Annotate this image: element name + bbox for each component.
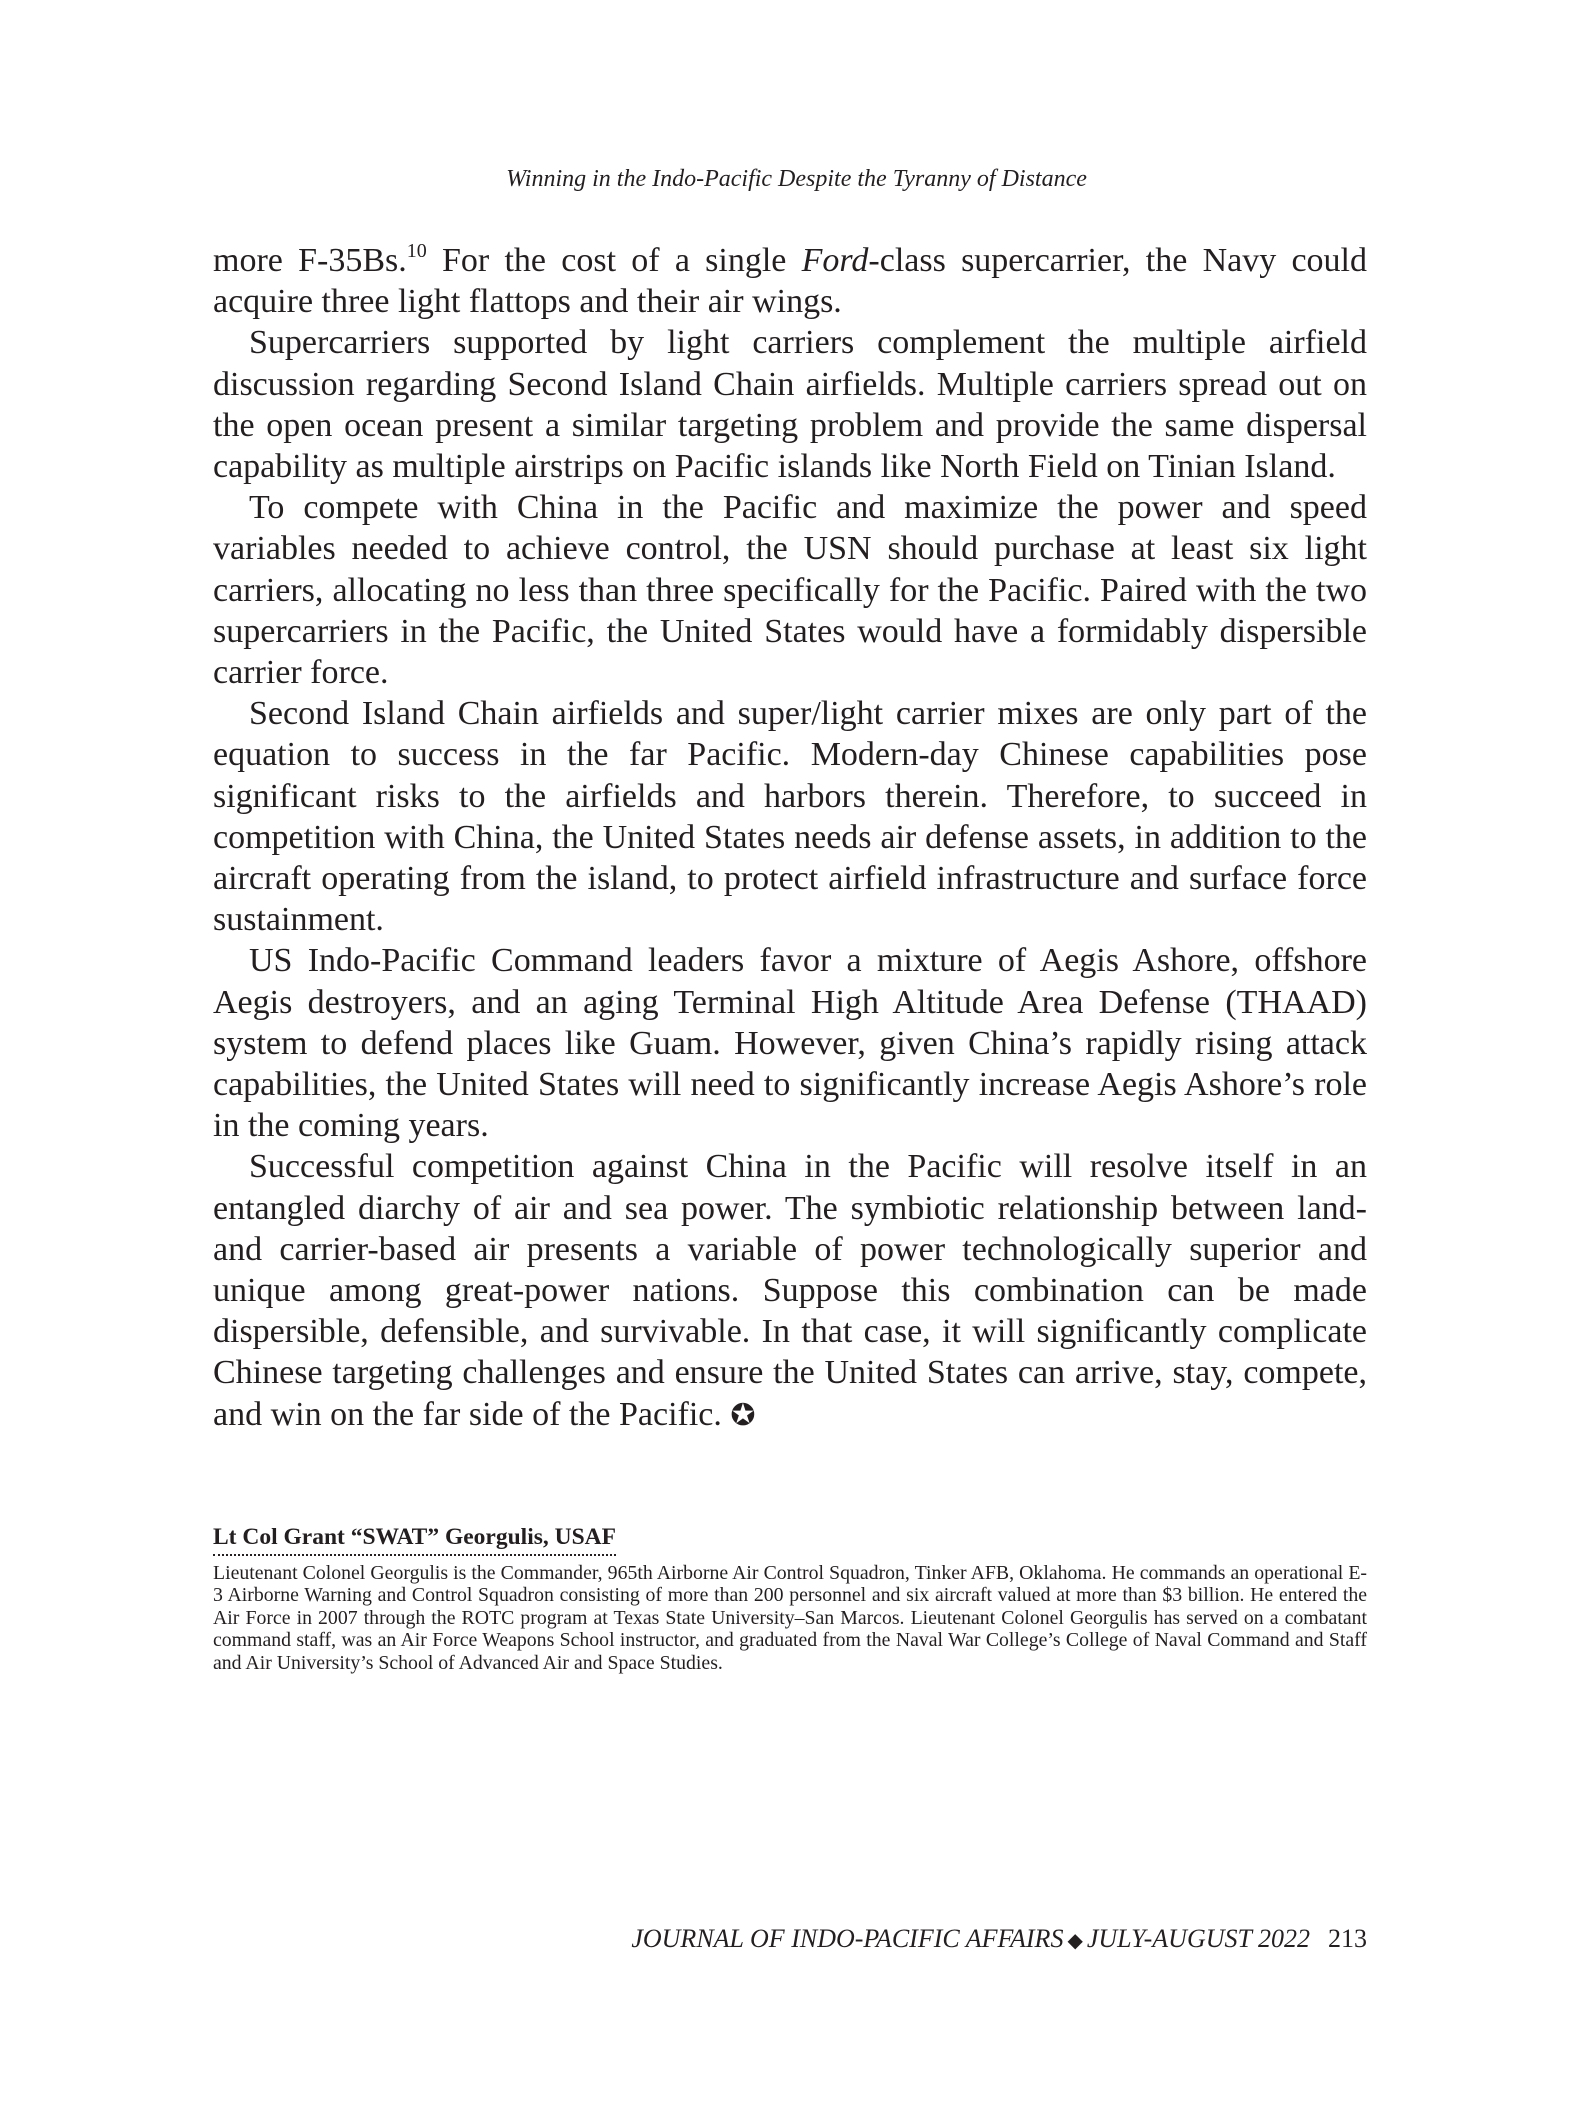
ship-class-name: Ford [801,242,869,279]
journal-title: JOURNAL OF INDO-PACIFIC AFFAIRS [631,1924,1064,1953]
paragraph-aegis-ashore: US Indo-Pacific Command leaders favor a mixture of Aegis Ashore, offshore Aegis destroyers, and an aging Terminal High Altitude Area Defense (THAAD) system to defend places like Guam. However, given China’s rapidly rising attack capabilities, the United States will need to significantly increase Aegis Ashore’s role in the coming years. [213,942,1367,1145]
end-mark-icon: ✪ [730,1398,756,1432]
author-bio-text: Lieutenant Colonel Georgulis is the Commander, 965th Airborne Air Control Squadron, Tinker AFB, Oklahoma. He commands an operational E-3 Airborne Warning and Control Squadron consisting of more than 200 personnel and six aircraft valued at more than $3 billion. He entered the Air Force in 2007 through the ROTC program at Texas State University–San Marcos. Lieutenant Colonel Georgulis has served on a combatant command staff, was an Air Force Weapons School instructor, and graduated from the Naval War College’s College of Naval Command and Staff and Air University’s School of Advanced Air and Space Studies. [213,1562,1367,1674]
paragraph-conclusion [213,1146,1367,1435]
paragraph-air-defense: Second Island Chain airfields and super/light carrier mixes are only part of the equation to success in the far Pacific. Modern-day Chinese capabilities pose significant risks to the airfields and harbors therein. Therefore, to succeed in competition with China, the United States needs air defense assets, in addition to the aircraft operating from the island, to protect airfield infrastructure and surface force sustainment. [213,695,1367,939]
paragraph-text: For the cost of a single [426,242,802,279]
running-head: Winning in the Indo-Pacific Despite the Tyranny of Distance [506,166,1087,192]
footnote-reference[interactable]: 10 [406,240,427,262]
author-bio [213,1522,1367,1674]
paragraph-carrier-purchase: To compete with China in the Pacific and maximize the power and speed variables needed to achieve control, the USN should purchase at least six light carriers, allocating no less than three specifically for the Pacific. Paired with the two supercarriers in the Pacific, the United States would have a formidably dispersible carrier force. [213,489,1367,692]
page-footer [631,1923,1367,1957]
paragraph-text: -class supercarrier, the Navy could acquire three light flattops and their air wings. [213,242,1367,321]
article-body [213,240,1367,1436]
author-name: Lt Col Grant “SWAT” Georgulis, USAF [213,1522,616,1556]
paragraph-text: Successful competition against China in the Pacific will resolve itself in an entangled diarchy of air and sea power. The symbiotic relationship between land- and carrier-based air presents a variable of power technologically superior and unique among great-power nations. Suppose this combination can be made dispersible, defensible, and survivable. In that case, it will significantly complicate Chinese targeting challenges and ensure the United States can arrive, stay, compete, and win on the far side of the Pacific. [213,1148,1367,1433]
paragraph-light-carriers: Supercarriers supported by light carriers complement the multiple airfield discussion regarding Second Island Chain airfields. Multiple carriers spread out on the open ocean present a similar targeting problem and provide the same dispersal capability as multiple airstrips on Pacific islands like North Field on Tinian Island. [213,324,1367,486]
page-number: 213 [1328,1924,1367,1953]
paragraph-text: more F-35Bs. [213,242,407,279]
paragraph-continued [213,240,1367,322]
journal-issue: JULY-AUGUST 2022 [1086,1924,1310,1953]
diamond-separator-icon: ◆ [1067,1930,1083,1952]
